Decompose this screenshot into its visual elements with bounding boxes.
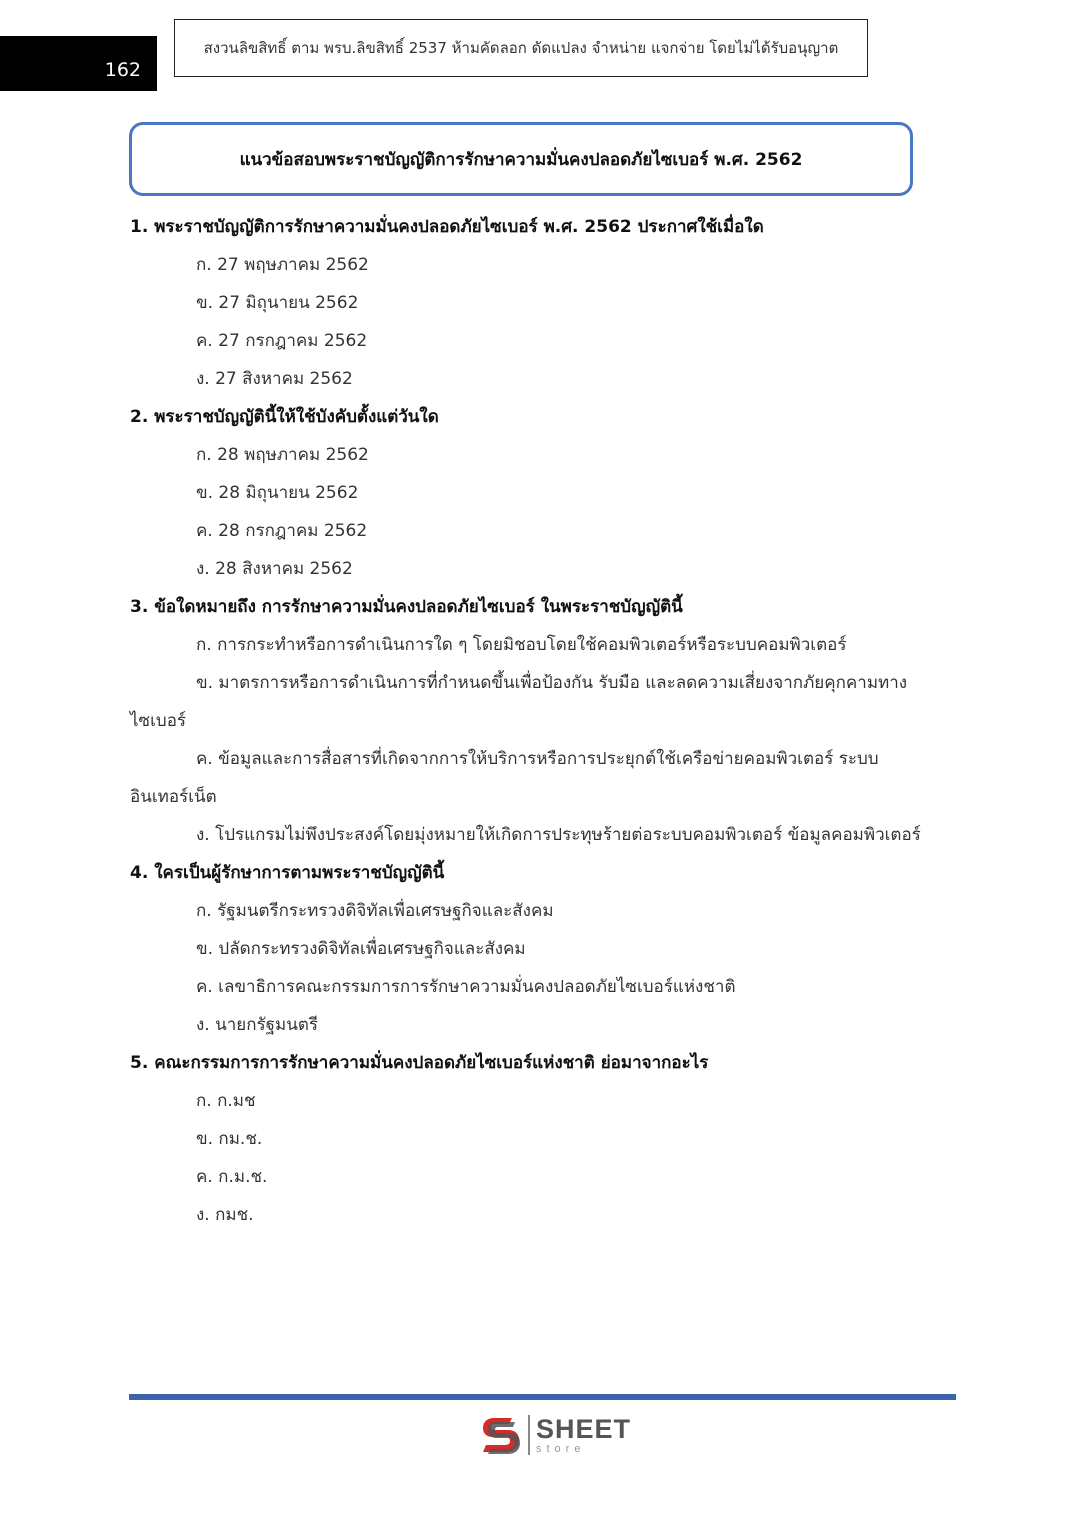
question-text: 5. คณะกรรมการการรักษาความมั่นคงปลอดภัยไซเบอร์แห่งชาติ ย่อมาจากอะไร [130, 1053, 709, 1073]
question-2 [130, 398, 930, 588]
logo-name: SHEET [536, 1413, 632, 1444]
page-title [129, 122, 913, 196]
option-a: ก. 27 พฤษภาคม 2562 [196, 255, 369, 275]
option-b: ข. 28 มิถุนายน 2562 [196, 483, 359, 503]
footer-divider [129, 1394, 956, 1400]
question-text: 2. พระราชบัญญัตินี้ให้ใช้บังคับตั้งแต่วันใด [130, 407, 439, 427]
option-a: ก. ก.มช [196, 1091, 256, 1111]
question-text: 3. ข้อใดหมายถึง การรักษาความมั่นคงปลอดภัยไซเบอร์ ในพระราชบัญญัตินี้ [130, 597, 683, 617]
copyright-notice: สงวนลิขสิทธิ์ ตาม พรบ.ลิขสิทธิ์ 2537 ห้ามคัดลอก ดัดแปลง จำหน่าย แจกจ่าย โดยไม่ได้รับอนุญาต [174, 19, 868, 77]
option-d: ง. โปรแกรมไม่พึงประสงค์โดยมุ่งหมายให้เกิดการประทุษร้ายต่อระบบคอมพิวเตอร์ ข้อมูลคอมพิวเตอร์ [196, 825, 921, 845]
question-3 [130, 588, 930, 854]
question-4 [130, 854, 930, 1044]
option-d: ง. นายกรัฐมนตรี [196, 1015, 319, 1035]
sheet-store-logo [478, 1412, 631, 1458]
question-5 [130, 1044, 930, 1234]
option-d: ง. กมช. [196, 1205, 254, 1225]
page-title-text: แนวข้อสอบพระราชบัญญัติการรักษาความมั่นคงปลอดภัยไซเบอร์ พ.ศ. 2562 [239, 149, 803, 170]
question-list [130, 208, 930, 1234]
sheet-s-logo-icon [478, 1412, 524, 1458]
option-b: ข. ปลัดกระทรวงดิจิทัลเพื่อเศรษฐกิจและสังคม [196, 939, 526, 959]
option-b: ข. กม.ช. [196, 1129, 263, 1149]
option-c: ค. 28 กรกฎาคม 2562 [196, 521, 368, 541]
page-number: 162 [0, 36, 157, 91]
option-d: ง. 27 สิงหาคม 2562 [196, 369, 353, 389]
logo-separator [528, 1415, 530, 1455]
option-b: ข. 27 มิถุนายน 2562 [196, 293, 359, 313]
option-a: ก. การกระทำหรือการดำเนินการใด ๆ โดยมิชอบโดยใช้คอมพิวเตอร์หรือระบบคอมพิวเตอร์ [196, 635, 847, 655]
question-text: 1. พระราชบัญญัติการรักษาความมั่นคงปลอดภัยไซเบอร์ พ.ศ. 2562 ประกาศใช้เมื่อใด [130, 217, 764, 237]
logo-subtitle: store [536, 1442, 586, 1455]
option-a: ก. รัฐมนตรีกระทรวงดิจิทัลเพื่อเศรษฐกิจและสังคม [196, 901, 554, 921]
option-c: ค. ข้อมูลและการสื่อสารที่เกิดจากการให้บริการหรือการประยุกต์ใช้เครือข่ายคอมพิวเตอร์ ระบบอินเทอร์เน็ต [130, 749, 879, 807]
option-c: ค. ก.ม.ช. [196, 1167, 268, 1187]
logo-wordmark [536, 1413, 632, 1455]
option-c: ค. 27 กรกฎาคม 2562 [196, 331, 368, 351]
option-d: ง. 28 สิงหาคม 2562 [196, 559, 353, 579]
option-c: ค. เลขาธิการคณะกรรมการการรักษาความมั่นคงปลอดภัยไซเบอร์แห่งชาติ [196, 977, 736, 997]
option-b: ข. มาตรการหรือการดำเนินการที่กำหนดขึ้นเพื่อป้องกัน รับมือ และลดความเสี่ยงจากภัยคุกคามทางไซเบอร์ [130, 673, 908, 731]
question-1 [130, 208, 930, 398]
option-a: ก. 28 พฤษภาคม 2562 [196, 445, 369, 465]
question-text: 4. ใครเป็นผู้รักษาการตามพระราชบัญญัตินี้ [130, 863, 445, 883]
